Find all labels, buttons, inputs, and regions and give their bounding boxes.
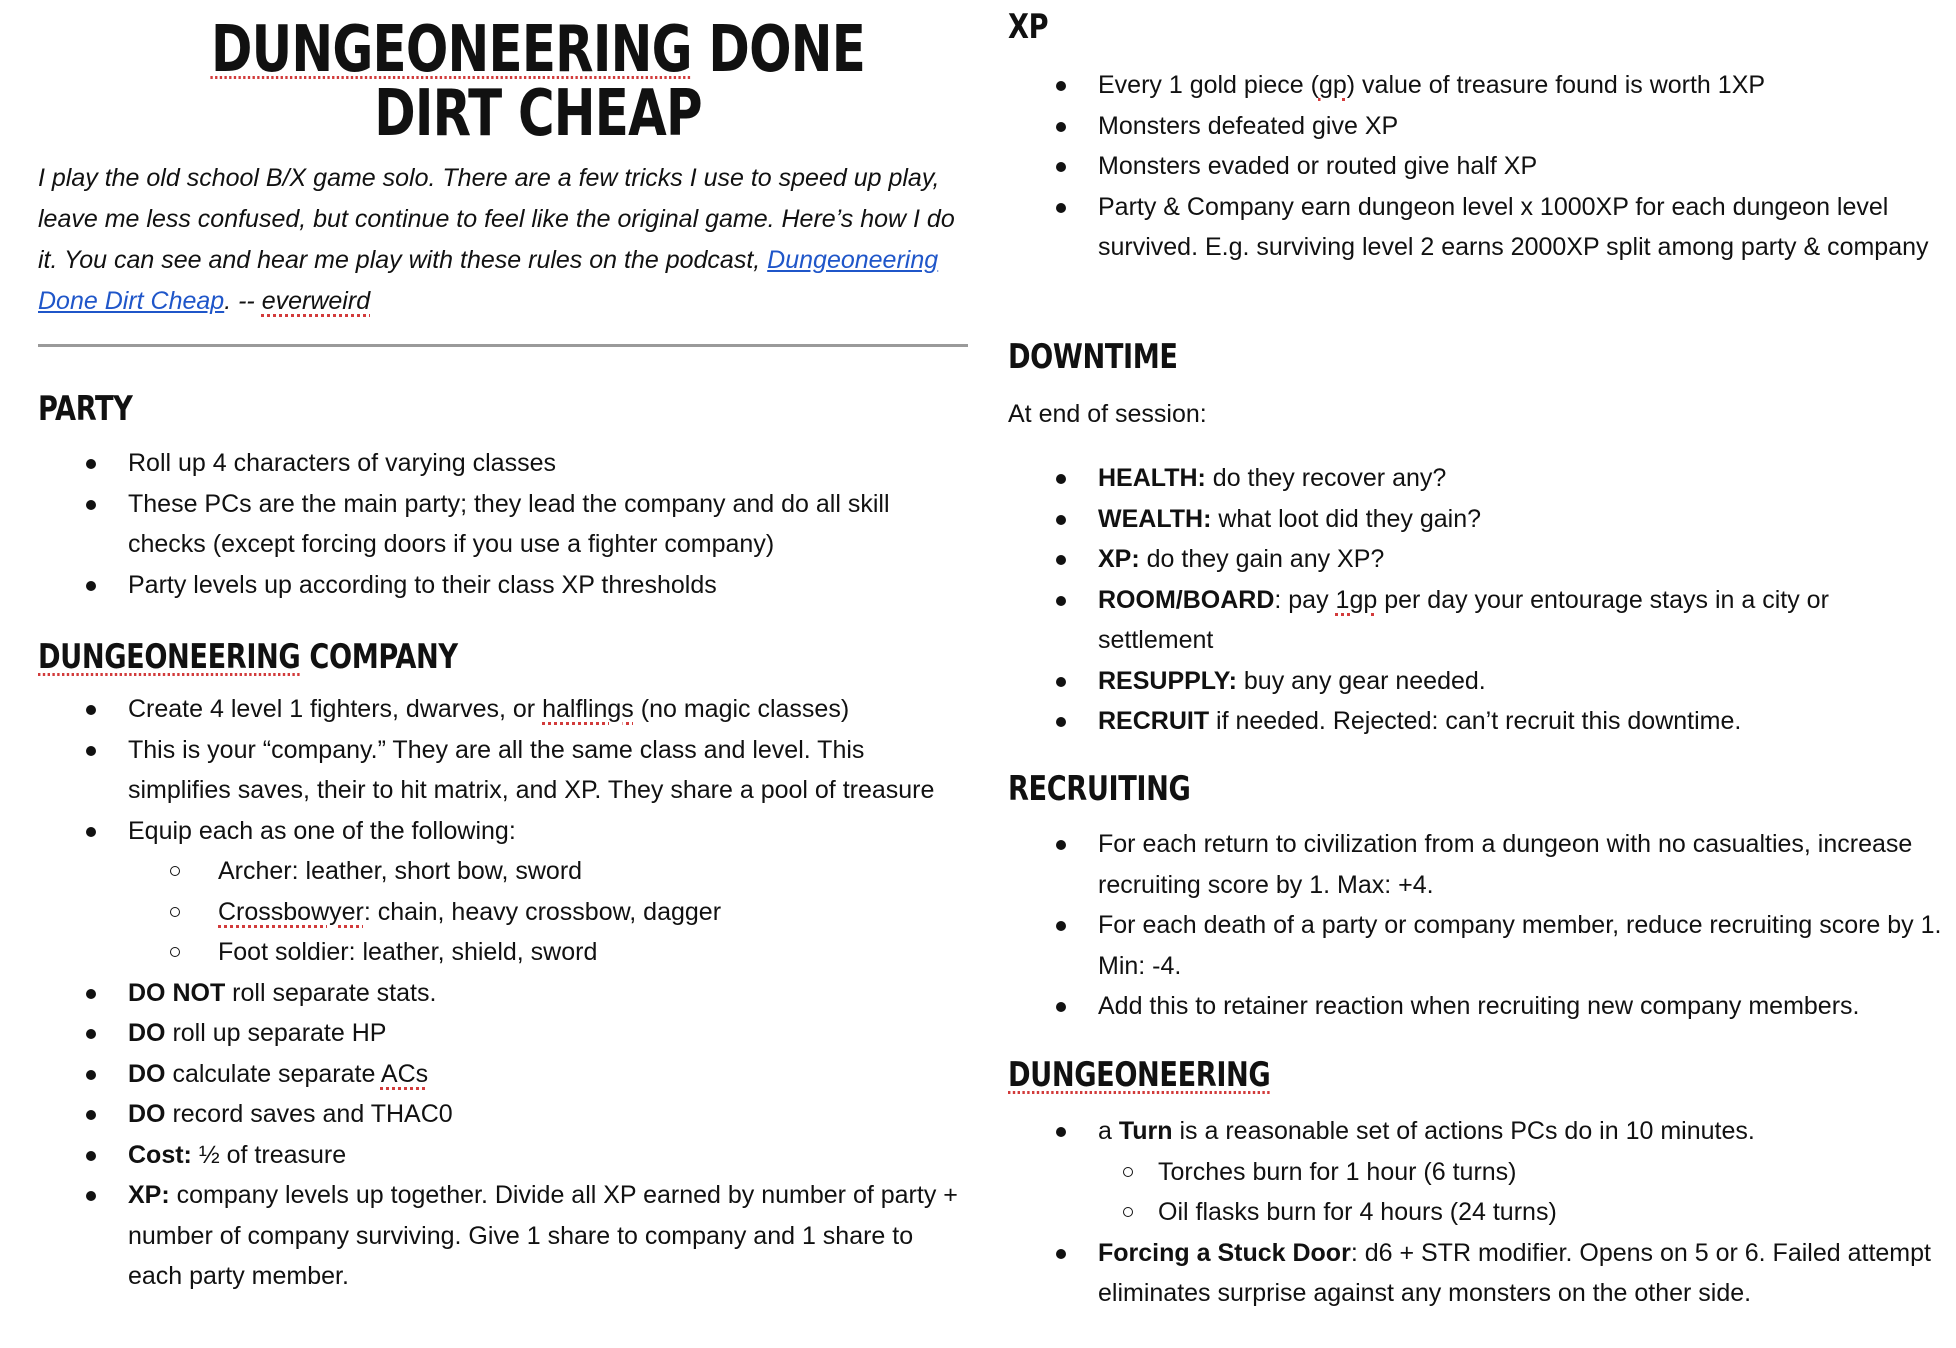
list-item [38, 1175, 968, 1297]
text: (no magic classes) [633, 695, 850, 723]
sublist-item: Archer: leather, short bow, sword [128, 851, 968, 892]
text: buy any gear needed. [1236, 666, 1486, 695]
heading-dungeoneering-word: DUNGEONEERING [1008, 1055, 1271, 1095]
list-item [38, 973, 968, 1014]
intro-after: . -- [224, 287, 262, 315]
bold-label: ROOM/BOARD [1098, 585, 1275, 614]
text: Equip each as one of the following: [128, 816, 516, 845]
list-item [1008, 580, 1948, 661]
title-word-dungeoneering: DUNGEONEERING [210, 13, 692, 87]
text: record saves and THAC0 [165, 1100, 453, 1128]
intro-paragraph [38, 158, 968, 322]
list-item [38, 1054, 968, 1095]
party-list [38, 443, 968, 605]
bold-label: DO [128, 1059, 166, 1088]
list-item [38, 689, 968, 730]
heading-party: PARTY [38, 389, 133, 429]
text: is a reasonable set of actions PCs do in 10 minutes. [1172, 1117, 1755, 1145]
horizontal-rule [38, 344, 968, 347]
list-item: For each return to civilization from a dungeon with no casualties, increase recruiting score by 1. Max: +4. [1008, 824, 1948, 905]
list-item [38, 1135, 968, 1176]
text: if needed. Rejected: can’t recruit this downtime. [1209, 707, 1742, 735]
bold-label: RECRUIT [1098, 707, 1210, 735]
text: a [1098, 1117, 1119, 1145]
text-acs: ACs [380, 1059, 429, 1088]
sublist-item: Foot soldier: leather, shield, sword [128, 932, 968, 973]
bold-label: XP: [1098, 545, 1140, 573]
list-item [1008, 499, 1948, 540]
list-item [1008, 458, 1948, 499]
list-item: Party levels up according to their class XP thresholds [38, 565, 968, 606]
podcast-link[interactable]: Dungeoneering Done Dirt Cheap [38, 246, 939, 315]
list-item [1008, 65, 1948, 106]
list-item [1008, 539, 1948, 580]
intro-text: I play the old school B/X game solo. There are a few tricks I use to speed up play, leave me less confused, but continue to feel like the original game. Here’s how I do it. You can see and hear me play with these rules on the podcast, [38, 164, 955, 274]
downtime-intro: At end of session: [1008, 400, 1207, 428]
text: roll up separate HP [165, 1019, 387, 1047]
heading-company [38, 637, 458, 677]
list-item [38, 1094, 968, 1135]
text: : chain, heavy crossbow, dagger [363, 897, 722, 926]
title-rest: DONE DIRT CHEAP [374, 13, 866, 151]
bold-label: Turn [1118, 1117, 1173, 1145]
bold-label: DO NOT [128, 978, 226, 1007]
text: roll separate stats. [225, 978, 437, 1007]
text: do they gain any XP? [1139, 545, 1385, 573]
text-1gp: 1gp [1335, 585, 1378, 614]
heading-recruiting: RECRUITING [1008, 769, 1191, 809]
text: Every 1 gold piece ( [1098, 71, 1319, 99]
xp-list [1008, 65, 1948, 268]
heading-dungeoneering [1008, 1055, 1271, 1095]
heading-company-word: DUNGEONEERING [38, 637, 301, 677]
list-item [1008, 701, 1948, 742]
sublist-item [128, 892, 968, 933]
bold-label: HEALTH: [1098, 464, 1206, 492]
text: : pay [1274, 585, 1336, 614]
list-item [38, 811, 968, 973]
bold-label: Forcing a Stuck Door [1098, 1238, 1351, 1267]
list-item [1008, 661, 1948, 702]
document-title [195, 13, 881, 151]
recruiting-list [1008, 824, 1948, 1027]
equip-sublist [128, 851, 968, 973]
list-item: Monsters evaded or routed give half XP [1008, 146, 1948, 187]
bold-label: Cost: [128, 1140, 192, 1169]
heading-company-rest: COMPANY [300, 637, 458, 677]
text: ½ of treasure [191, 1140, 347, 1169]
sublist-item: Oil flasks burn for 4 hours (24 turns) [1098, 1192, 1948, 1233]
text-crossbowyer: Crossbowyer [218, 897, 364, 926]
bold-label: RESUPPLY: [1098, 666, 1237, 695]
author-name: everweird [261, 287, 371, 315]
text: what loot did they gain? [1211, 504, 1482, 533]
bold-label: DO [128, 1100, 166, 1128]
text-gp: gp [1318, 71, 1347, 99]
bold-label: DO [128, 1019, 166, 1047]
text-halflings: halflings [542, 695, 634, 723]
list-item [1008, 1233, 1948, 1314]
turn-sublist [1098, 1152, 1948, 1233]
list-item: Roll up 4 characters of varying classes [38, 443, 968, 484]
heading-downtime: DOWNTIME [1008, 337, 1178, 377]
text: ) value of treasure found is worth 1XP [1346, 71, 1766, 99]
list-item: Monsters defeated give XP [1008, 106, 1948, 147]
list-item [38, 1013, 968, 1054]
list-item: Party & Company earn dungeon level x 1000XP for each dungeon level survived. E.g. surviving level 2 earns 2000XP split among party & company [1008, 187, 1948, 268]
bold-label: XP: [128, 1181, 170, 1209]
text: company levels up together. Divide all XP earned by number of party + number of company surviving. Give 1 share to company and 1 share to each party member. [128, 1181, 958, 1290]
dungeoneering-list [1008, 1111, 1948, 1314]
text: : d6 + STR modifier. Opens on 5 or 6. Failed attempt eliminates surprise against any monsters on the other side. [1098, 1238, 1931, 1307]
list-item [1008, 1111, 1948, 1233]
text: calculate separate [165, 1059, 381, 1088]
company-list [38, 689, 968, 1297]
sublist-item: Torches burn for 1 hour (6 turns) [1098, 1152, 1948, 1193]
list-item: Add this to retainer reaction when recruiting new company members. [1008, 986, 1948, 1027]
list-item: These PCs are the main party; they lead the company and do all skill checks (except forcing doors if you use a fighter company) [38, 484, 968, 565]
heading-xp: XP [1008, 7, 1049, 47]
list-item: For each death of a party or company member, reduce recruiting score by 1. Min: -4. [1008, 905, 1948, 986]
text: per day your entourage stays in a city or settlement [1098, 585, 1829, 654]
downtime-list [1008, 458, 1948, 742]
text: Create 4 level 1 fighters, dwarves, or [128, 695, 543, 723]
text: do they recover any? [1205, 464, 1447, 492]
list-item: This is your “company.” They are all the same class and level. This simplifies saves, their to hit matrix, and XP. They share a pool of treasure [38, 730, 968, 811]
bold-label: WEALTH: [1098, 504, 1212, 533]
